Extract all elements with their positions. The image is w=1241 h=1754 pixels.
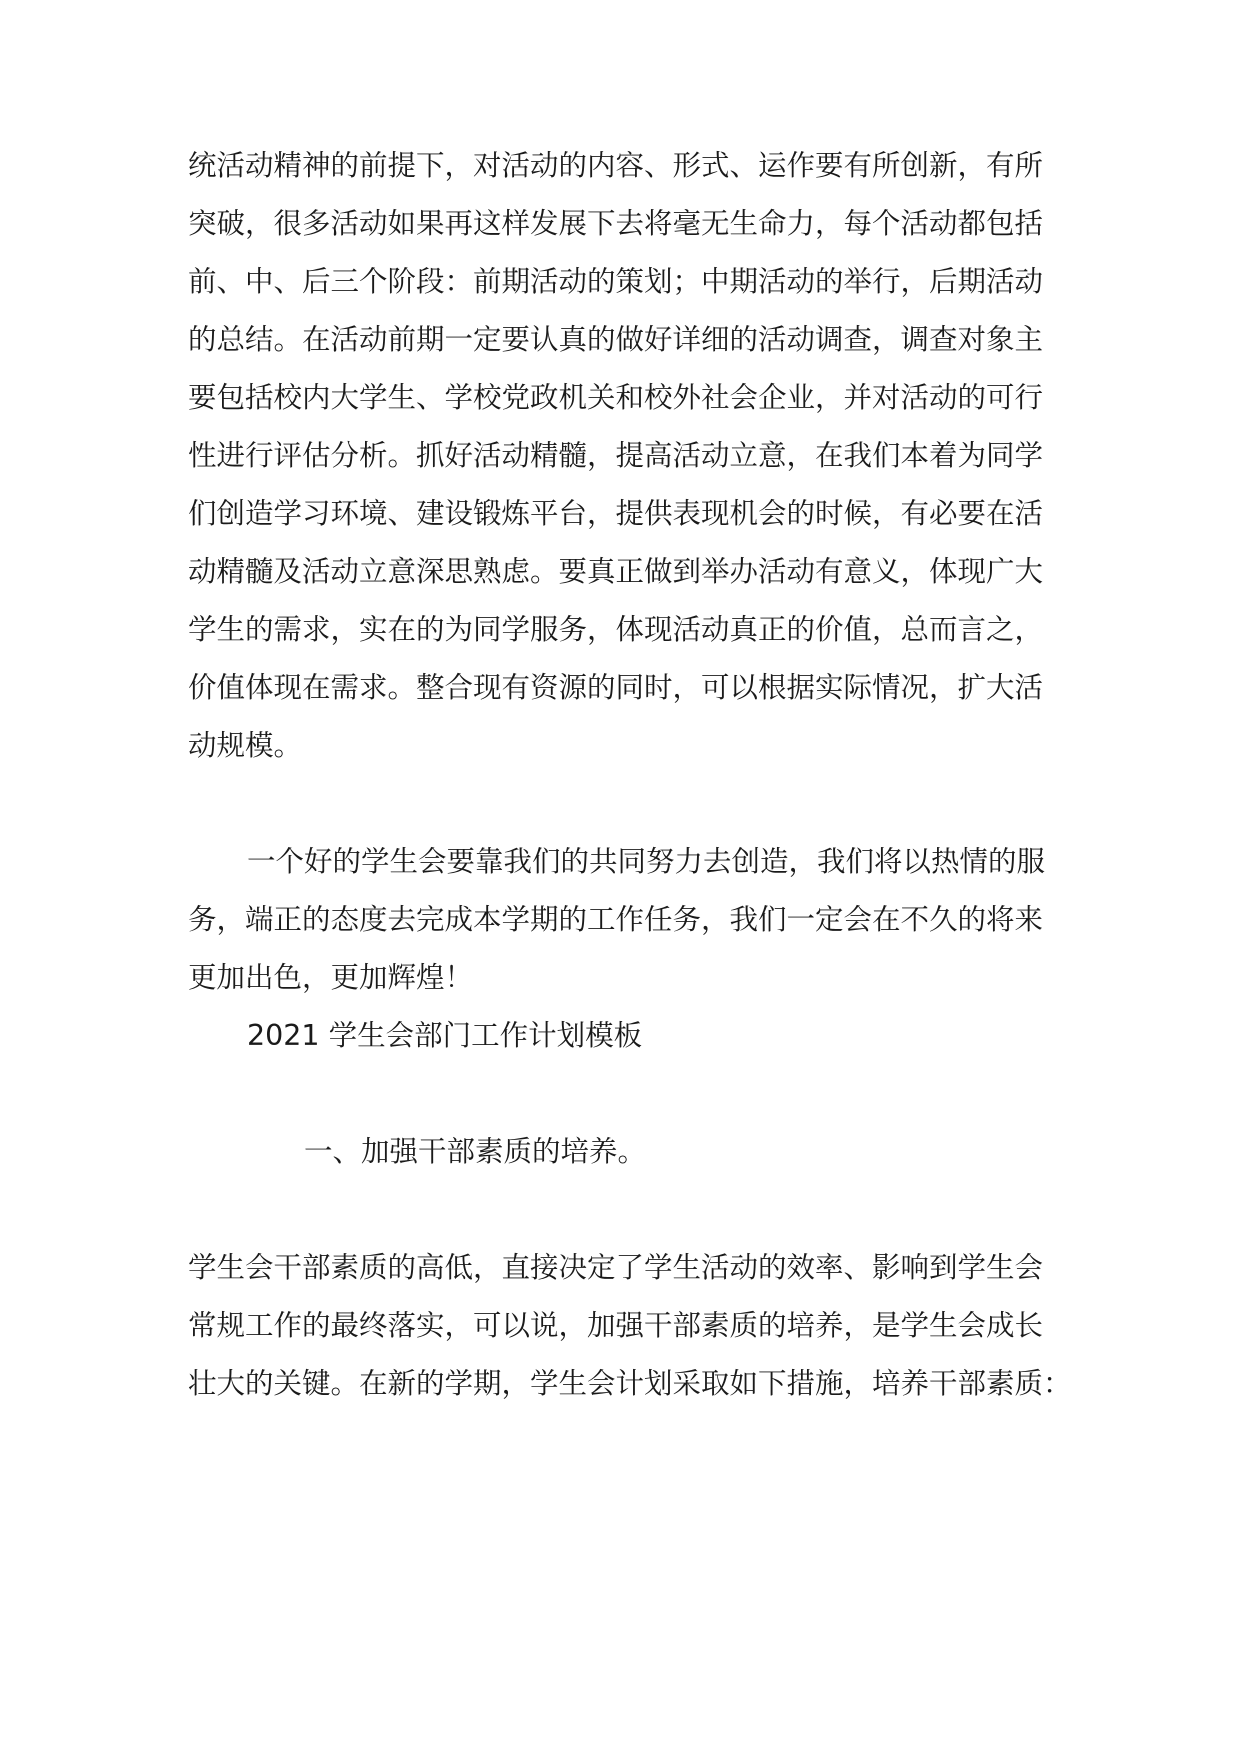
paragraph3-line-1: 学生会干部素质的高低，直接决定了学生活动的效率、影响到学生会	[188, 1251, 1044, 1284]
paragraph1-line-4: 的总结。在活动前期一定要认真的做好详细的活动调查，调查对象主	[188, 323, 1044, 356]
paragraph3-line-2: 常规工作的最终落实，可以说，加强干部素质的培养，是学生会成长	[188, 1309, 1044, 1342]
paragraph1-line-11: 动规模。	[188, 729, 303, 762]
paragraph1-line-9: 学生的需求，实在的为同学服务，体现活动真正的价值，总而言之，	[188, 613, 1044, 646]
paragraph1-line-8: 动精髓及活动立意深思熟虑。要真正做到举办活动有意义，体现广大	[188, 555, 1044, 588]
paragraph1-line-3: 前、中、后三个阶段：前期活动的策划；中期活动的举行，后期活动	[188, 265, 1044, 298]
paragraph1-line-10: 价值体现在需求。整合现有资源的同时，可以根据实际情况，扩大活	[188, 671, 1044, 704]
paragraph2-line-2: 务，端正的态度去完成本学期的工作任务，我们一定会在不久的将来	[188, 903, 1044, 936]
paragraph1-line-2: 突破，很多活动如果再这样发展下去将毫无生命力，每个活动都包括	[188, 207, 1044, 240]
section-heading: 一、加强干部素质的培养。	[304, 1135, 647, 1168]
document-title: 2021 学生会部门工作计划模板	[247, 1019, 643, 1052]
paragraph1-line-5: 要包括校内大学生、学校党政机关和校外社会企业，并对活动的可行	[188, 381, 1044, 414]
paragraph1-line-6: 性进行评估分析。抓好活动精髓，提高活动立意，在我们本着为同学	[188, 439, 1044, 472]
paragraph2-line-1: 一个好的学生会要靠我们的共同努力去创造，我们将以热情的服	[247, 845, 1046, 878]
paragraph3-line-3: 壮大的关键。在新的学期，学生会计划采取如下措施，培养干部素质：	[188, 1367, 1072, 1400]
paragraph2-line-3: 更加出色，更加辉煌！	[188, 961, 474, 994]
paragraph1-line-1: 统活动精神的前提下，对活动的内容、形式、运作要有所创新，有所	[188, 149, 1044, 182]
paragraph1-line-7: 们创造学习环境、建设锻炼平台，提供表现机会的时候，有必要在活	[188, 497, 1044, 530]
